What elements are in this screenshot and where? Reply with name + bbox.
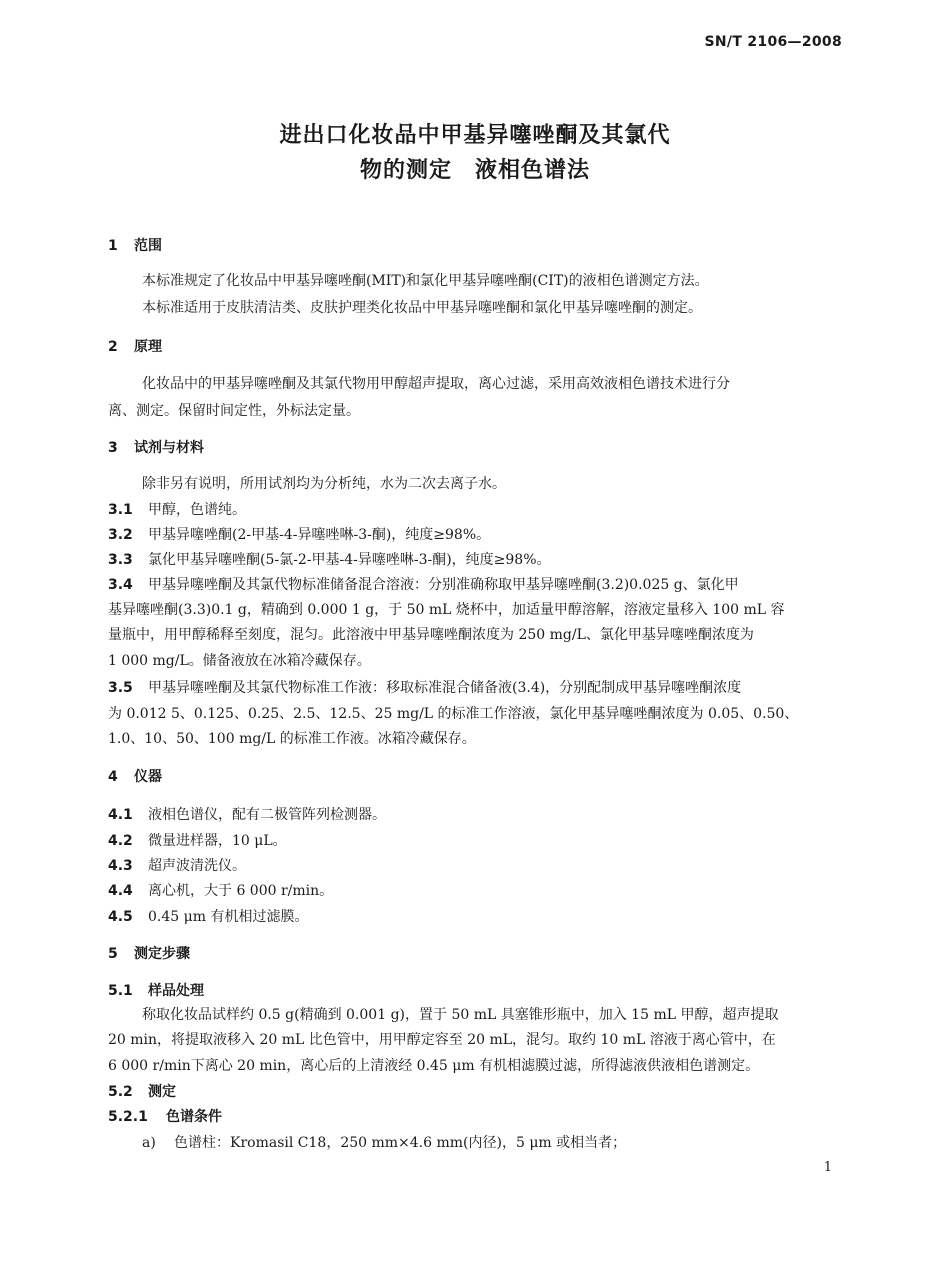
section-2-heading [108, 336, 162, 356]
page-number: 1 [823, 1160, 832, 1175]
paragraph-line: 基异噻唑酮(3.3)0.1 g，精确到 0.000 1 g，于 50 mL 烧杯中，加适量甲醇溶解，溶液定量移入 100 mL 容 [108, 602, 785, 618]
section-number: 5.2.1 [108, 1109, 148, 1125]
clause-text: 微量进样器，10 μL。 [148, 833, 287, 849]
clause-number: 4.3 [108, 858, 133, 874]
clause-number: 3.5 [108, 680, 133, 696]
section-title: 范围 [134, 238, 162, 254]
paragraph-line: 本标准规定了化妆品中甲基异噻唑酮(MIT)和氯化甲基异噻唑酮(CIT)的液相色谱测定方法。 [142, 273, 709, 289]
clause-text: 甲基异噻唑酮及其氯代物标准储备混合溶液：分别准确称取甲基异噻唑酮(3.2)0.025 g、氯化甲 [148, 577, 739, 593]
section-5-heading [108, 943, 190, 963]
section-title: 原理 [134, 339, 162, 355]
paragraph-line: 为 0.012 5、0.125、0.25、2.5、12.5、25 mg/L 的标准工作溶液，氯化甲基异噻唑酮浓度为 0.05、0.50、 [108, 706, 799, 722]
section-number: 5.2 [108, 1084, 133, 1100]
clause-number: 3.2 [108, 527, 133, 543]
section-title: 测定 [148, 1084, 176, 1100]
clause-4-1 [108, 804, 386, 824]
paragraph-line: 本标准适用于皮肤清洁类、皮肤护理类化妆品中甲基异噻唑酮和氯化甲基异噻唑酮的测定。 [142, 300, 702, 316]
section-1-heading [108, 235, 162, 255]
clause-text: 甲基异噻唑酮(2-甲基-4-异噻唑啉-3-酮)，纯度≥98%。 [148, 527, 491, 543]
clause-number: 4.4 [108, 883, 133, 899]
clause-number: 4.1 [108, 807, 133, 823]
clause-text: 氯化甲基异噻唑酮(5-氯-2-甲基-4-异噻唑啉-3-酮)，纯度≥98%。 [148, 552, 551, 568]
list-text: 色谱柱：Kromasil C18，250 mm×4.6 mm(内径)，5 μm 或相当者； [174, 1135, 627, 1151]
clause-3-2 [108, 524, 490, 544]
section-number: 4 [108, 769, 118, 785]
clause-number: 3.1 [108, 502, 133, 518]
subsection-5-2-heading [108, 1081, 176, 1101]
clause-text: 甲基异噻唑酮及其氯代物标准工作液：移取标准混合储备液(3.4)，分别配制成甲基异噻唑酮浓度 [148, 680, 742, 696]
paragraph-line: 化妆品中的甲基异噻唑酮及其氯代物用甲醇超声提取，离心过滤，采用高效液相色谱技术进行分 [142, 376, 730, 392]
list-label: a) [142, 1135, 156, 1151]
paragraph-line: 1.0、10、50、100 mg/L 的标准工作液。冰箱冷藏保存。 [108, 731, 476, 747]
paragraph-line: 量瓶中，用甲醇稀释至刻度，混匀。此溶液中甲基异噻唑酮浓度为 250 mg/L、氯化甲基异噻唑酮浓度为 [108, 627, 754, 643]
clause-number: 4.5 [108, 909, 133, 925]
paragraph-line: 6 000 r/min下离心 20 min，离心后的上清液经 0.45 μm 有机相滤膜过滤，所得滤液供液相色谱测定。 [108, 1058, 760, 1074]
clause-number: 4.2 [108, 833, 133, 849]
section-title: 色谱条件 [166, 1109, 222, 1125]
section-title: 测定步骤 [134, 946, 190, 962]
section-title: 试剂与材料 [134, 440, 204, 456]
clause-text: 离心机，大于 6 000 r/min。 [148, 883, 334, 899]
section-title: 仪器 [134, 769, 162, 785]
clause-4-2 [108, 830, 287, 850]
clause-text: 0.45 μm 有机相过滤膜。 [148, 909, 309, 925]
paragraph-line: 称取化妆品试样约 0.5 g(精确到 0.001 g)，置于 50 mL 具塞锥形瓶中，加入 15 mL 甲醇，超声提取 [142, 1007, 779, 1023]
clause-text: 超声波清洗仪。 [148, 858, 246, 874]
clause-4-5 [108, 906, 308, 926]
subsection-5-2-1-heading [108, 1106, 222, 1126]
clause-3-1 [108, 499, 246, 519]
section-number: 1 [108, 238, 118, 254]
clause-number: 3.4 [108, 577, 133, 593]
section-title: 样品处理 [148, 983, 204, 999]
paragraph-line: 除非另有说明，所用试剂均为分析纯，水为二次去离子水。 [142, 476, 506, 492]
standard-code: SN/T 2106—2008 [704, 34, 842, 50]
clause-4-4 [108, 880, 333, 900]
clause-3-5 [108, 677, 741, 697]
subsection-5-1-heading [108, 980, 204, 1000]
clause-number: 3.3 [108, 552, 133, 568]
section-number: 5.1 [108, 983, 133, 999]
section-number: 5 [108, 946, 118, 962]
section-4-heading [108, 766, 162, 786]
document-title-line-1: 进出口化妆品中甲基异噻唑酮及其氯代 [279, 123, 671, 148]
section-number: 2 [108, 339, 118, 355]
clause-3-3 [108, 549, 551, 569]
clause-4-3 [108, 855, 246, 875]
section-number: 3 [108, 440, 118, 456]
clause-3-4 [108, 574, 739, 594]
section-3-heading [108, 437, 204, 457]
paragraph-line: 离、测定。保留时间定性，外标法定量。 [108, 403, 360, 419]
clause-text: 液相色谱仪，配有二极管阵列检测器。 [148, 807, 386, 823]
document-title-line-2: 物的测定 液相色谱法 [359, 158, 590, 183]
paragraph-line: 20 min，将提取液移入 20 mL 比色管中，用甲醇定容至 20 mL，混匀。取约 10 mL 溶液于离心管中，在 [108, 1032, 776, 1048]
paragraph-line: 1 000 mg/L。储备液放在冰箱冷藏保存。 [108, 653, 371, 669]
list-item-a [142, 1132, 626, 1152]
clause-text: 甲醇，色谱纯。 [148, 502, 246, 518]
